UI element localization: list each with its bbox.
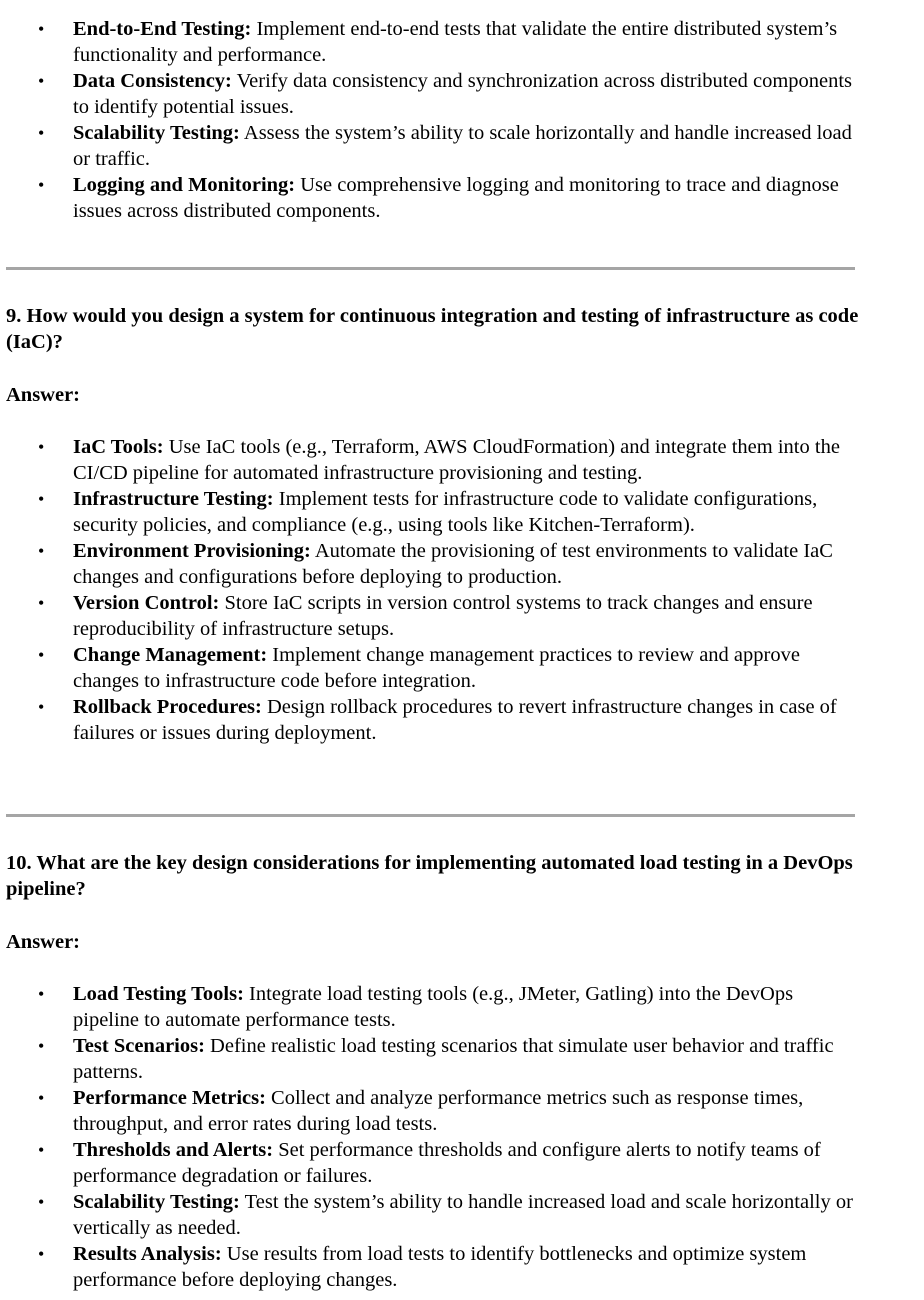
bullet-icon: • [38,1088,45,1108]
section-8-answer-list [0,16,863,224]
item-description: Implement end-to-end tests that validate the entire distributed system’s functionality and performance. [73,18,838,66]
bullet-icon: • [38,1036,45,1056]
list-item [0,694,863,746]
bullet-icon: • [38,71,45,91]
list-item [0,642,863,694]
item-term: Change Management: [73,644,268,666]
item-description: Use results from load tests to identify bottlenecks and optimize system performance before deploying changes. [73,1243,807,1291]
list-item [0,1085,863,1137]
bullet-icon: • [38,489,45,509]
list-item [0,172,863,224]
item-term: Load Testing Tools: [73,983,244,1005]
item-description: Design rollback procedures to revert infrastructure changes in case of failures or issues during deployment. [73,696,837,744]
list-item [0,1241,863,1293]
bullet-icon: • [38,1244,45,1264]
item-term: Environment Provisioning: [73,540,311,562]
list-item [0,120,863,172]
item-description: Test the system’s ability to handle increased load and scale horizontally or vertically as needed. [73,1191,853,1239]
item-description: Integrate load testing tools (e.g., JMeter, Gatling) into the DevOps pipeline to automate performance tests. [73,983,794,1031]
bullet-icon: • [38,1192,45,1212]
item-term: End-to-End Testing: [73,18,252,40]
item-term: Data Consistency: [73,70,232,92]
bullet-icon: • [38,175,45,195]
list-item [0,590,863,642]
item-term: IaC Tools: [73,436,164,458]
section-10-answer-list [0,981,863,1293]
item-description: Define realistic load testing scenarios that simulate user behavior and traffic patterns. [73,1035,834,1083]
list-item [0,981,863,1033]
list-item [0,486,863,538]
section-divider [6,814,855,817]
item-term: Thresholds and Alerts: [73,1139,274,1161]
bullet-icon: • [38,1140,45,1160]
list-item [0,434,863,486]
list-item [0,68,863,120]
item-description: Assess the system’s ability to scale horizontally and handle increased load or traffic. [73,122,852,170]
item-term: Rollback Procedures: [73,696,262,718]
bullet-icon: • [38,437,45,457]
item-description: Implement tests for infrastructure code to validate configurations, security policies, and compliance (e.g., using tools like Kitchen-Terraform). [73,488,818,536]
list-item [0,1189,863,1241]
item-term: Scalability Testing: [73,1191,240,1213]
bullet-icon: • [38,19,45,39]
item-term: Results Analysis: [73,1243,222,1265]
list-item [0,1033,863,1085]
item-description: Set performance thresholds and configure alerts to notify teams of performance degradation or failures. [73,1139,821,1187]
item-description: Verify data consistency and synchronization across distributed components to identify potential issues. [73,70,853,118]
item-description: Use comprehensive logging and monitoring to trace and diagnose issues across distributed components. [73,174,839,222]
item-description: Collect and analyze performance metrics such as response times, throughput, and error rates during load tests. [73,1087,804,1135]
bullet-icon: • [38,541,45,561]
item-description: Implement change management practices to review and approve changes to infrastructure code before integration. [73,644,800,692]
item-term: Performance Metrics: [73,1087,266,1109]
section-divider [6,267,855,270]
bullet-icon: • [38,645,45,665]
list-item [0,1137,863,1189]
item-term: Logging and Monitoring: [73,174,296,196]
section-9-answer-list [0,434,863,746]
list-item [0,16,863,68]
item-description: Automate the provisioning of test environments to validate IaC changes and configurations before deploying to production. [73,540,833,588]
item-term: Scalability Testing: [73,122,240,144]
answer-label-9: Answer: [6,384,81,406]
bullet-icon: • [38,123,45,143]
question-9-heading: 9. How would you design a system for continuous integration and testing of infrastructure as code (IaC)? [6,305,859,353]
bullet-icon: • [38,984,45,1004]
item-term: Version Control: [73,592,220,614]
list-item [0,538,863,590]
item-description: Store IaC scripts in version control systems to track changes and ensure reproducibility of infrastructure setups. [73,592,813,640]
item-term: Infrastructure Testing: [73,488,274,510]
bullet-icon: • [38,697,45,717]
item-term: Test Scenarios: [73,1035,205,1057]
question-10-heading: 10. What are the key design considerations for implementing automated load testing in a DevOps pipeline? [6,852,853,900]
item-description: Use IaC tools (e.g., Terraform, AWS CloudFormation) and integrate them into the CI/CD pipeline for automated infrastructure provisioning and testing. [73,436,840,484]
answer-label-10: Answer: [6,931,81,953]
bullet-icon: • [38,593,45,613]
